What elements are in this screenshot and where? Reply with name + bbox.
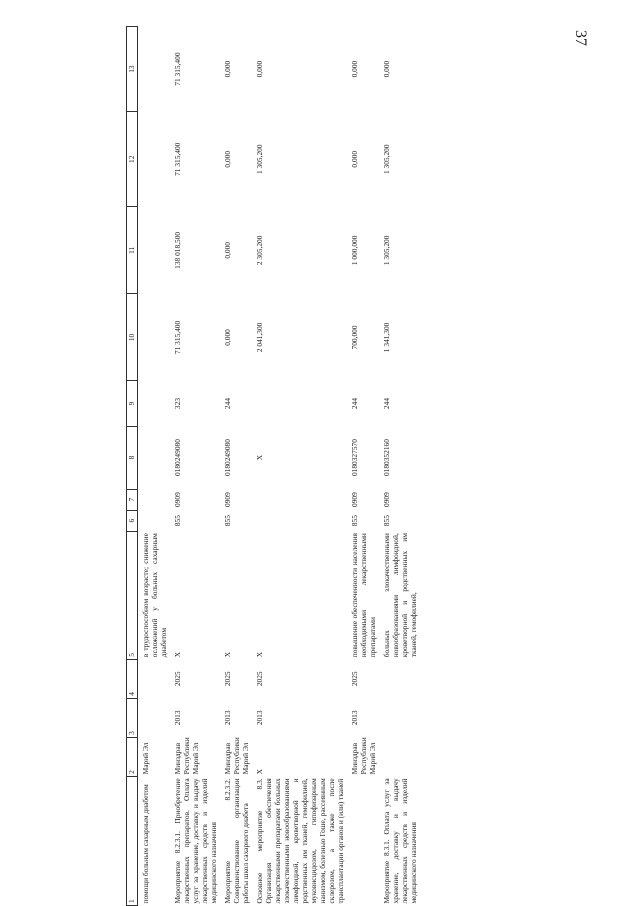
rotated-table-sheet [126, 26, 626, 906]
table-cell: Основное мероприятие 8.3. Организация обеспечения лекарственными препаратами больных злокачественными новообразованиями лимфоидной, кроветворной и родственных им тканей, гемофилией, муковисцидозом, гипофизарным нанизмом, болезнью Гоше, рассеянным склерозом, а также после трансплантации органов и (или) тканей [255, 778, 345, 904]
column-header: 11 [127, 207, 138, 294]
table-cell: помощи больным сахарным диабетом [141, 784, 150, 904]
table-cell: 71 315,400 [173, 320, 182, 355]
table-cell: 0,000 [382, 60, 391, 78]
table-cell: 855 [173, 515, 182, 527]
column-header: 8 [127, 426, 138, 489]
table-cell: 2025 [173, 671, 182, 687]
table-cell: 1 305,200 [382, 235, 391, 266]
table-cell: 2013 [223, 710, 232, 726]
column-header: 12 [127, 112, 138, 207]
column-header: 7 [127, 489, 138, 510]
table-cell [138, 207, 171, 294]
table-cell: 0,000 [223, 60, 232, 78]
table-cell: Х [255, 651, 264, 658]
table-cell: в трудоспособном возрасте; снижение осложнений у больных сахарным диабетом [141, 533, 168, 658]
column-header: 2 [127, 737, 138, 776]
table-cell [138, 112, 171, 207]
table-cell [138, 294, 171, 381]
table-body [138, 27, 421, 906]
table-cell: 0,000 [350, 60, 359, 78]
table-cell: 244 [382, 397, 391, 410]
table-cell: 855 [223, 515, 232, 527]
table-cell: больных злокачественными новообразованиями лимфоидной, кроветворной и родственных им тканей, гемофилией, [382, 533, 418, 658]
table-cell: 244 [223, 397, 232, 410]
table-cell: 0909 [382, 492, 391, 507]
table-cell: Марий Эл [141, 742, 150, 775]
table-cell: 1 305,200 [382, 144, 391, 175]
table-cell: Х [173, 651, 182, 658]
table-cell: Минздрав Республики Марий Эл [173, 737, 200, 775]
table-cell: Минздрав Республики Марий Эл [223, 737, 250, 775]
table-row [220, 27, 252, 906]
table-cell: 138 018,500 [173, 231, 182, 269]
table-cell [347, 776, 379, 905]
column-header: 13 [127, 27, 138, 112]
table-cell [138, 659, 171, 698]
table-cell: Мероприятие 8.2.3.2. Совершенствование организации работы школ сахарного диабета [223, 778, 250, 904]
table-cell: повышение обеспеченности населения необходимыми лекарственными препаратами [350, 533, 377, 658]
table-cell: 2025 [255, 671, 264, 687]
column-header: 10 [127, 294, 138, 381]
column-header: 4 [127, 659, 138, 698]
table-cell: 0,000 [223, 242, 232, 259]
table-cell: 700,000 [350, 325, 359, 350]
table-cell: 2013 [173, 710, 182, 726]
table-cell: 1 341,300 [382, 322, 391, 353]
table-cell: 0,000 [223, 329, 232, 346]
table-cell [379, 659, 420, 698]
table-cell: 2025 [223, 671, 232, 687]
table-cell: 0180352160 [382, 439, 391, 477]
table-cell: 0,000 [223, 150, 232, 168]
table-cell: 0180249080 [173, 439, 182, 477]
column-header: 1 [127, 776, 138, 905]
table-row [138, 27, 171, 906]
table-cell: 71 315,400 [173, 142, 182, 176]
table-cell: 2013 [255, 710, 264, 726]
table-row [379, 27, 420, 906]
table-cell: 855 [382, 515, 391, 527]
table-cell: 0,000 [350, 150, 359, 168]
table-cell: 2013 [350, 710, 359, 726]
table-cell: Х [255, 769, 264, 775]
table-cell [252, 510, 347, 531]
table-cell: 855 [350, 515, 359, 527]
table-cell [252, 381, 347, 426]
table-cell [138, 426, 171, 489]
table-cell [138, 489, 171, 510]
table-cell: 0,000 [255, 60, 264, 78]
table-cell: Х [223, 651, 232, 658]
table-cell: 323 [173, 397, 182, 410]
table-cell [138, 698, 171, 737]
column-header: 6 [127, 510, 138, 531]
table-cell [379, 698, 420, 737]
table-cell: 2025 [350, 671, 359, 687]
table-cell: 0909 [350, 492, 359, 507]
table-row [347, 27, 379, 906]
column-header: 3 [127, 698, 138, 737]
table-cell [138, 381, 171, 426]
table-cell: 1 305,200 [255, 144, 264, 175]
table-cell: 2 305,200 [255, 235, 264, 266]
table-row [170, 27, 220, 906]
table-cell: 2 041,300 [255, 322, 264, 353]
table-cell: Х [255, 454, 264, 461]
table-cell: 244 [350, 397, 359, 410]
table-cell: Минздрав Республики Марий Эл [350, 737, 377, 775]
budget-table [126, 26, 420, 906]
column-header: 9 [127, 381, 138, 426]
table-cell: Мероприятие 8.2.3.1. Приобретение лекарственных препаратов. Оплата услуг за хранение, доставку и выдачу лекарственных средств и изделий медицинского назначения [173, 778, 218, 904]
table-row [252, 27, 347, 906]
table-cell: 0180249080 [223, 439, 232, 477]
table-cell [138, 510, 171, 531]
table-cell: 71 315,400 [173, 52, 182, 86]
table-cell [379, 737, 420, 776]
table-cell: Мероприятие 8.3.1. Оплата услуг за хранение, доставку и выдачу лекарственных средств и изделий медицинского назначения [382, 778, 418, 904]
table-cell: 1 000,000 [350, 235, 359, 266]
table-cell [138, 27, 171, 112]
table-cell: 0909 [173, 492, 182, 507]
table-cell: 0909 [223, 492, 232, 507]
page-number: 37 [572, 30, 589, 46]
column-header: 5 [127, 531, 138, 659]
table-cell: 0180327570 [350, 439, 359, 477]
table-cell [252, 489, 347, 510]
column-number-header [127, 27, 138, 906]
